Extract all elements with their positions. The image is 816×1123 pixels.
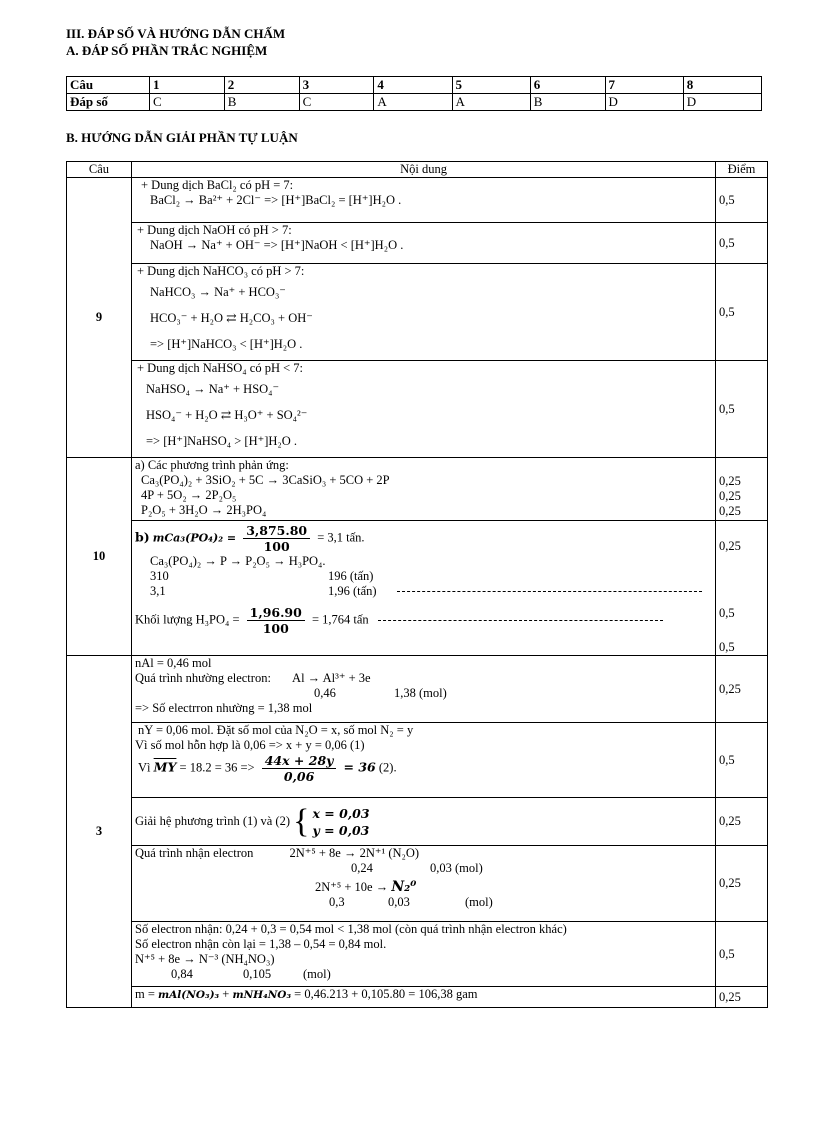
q10-b-chain: Ca₃(PO₄)₂ → P → P₂O₅ → H₃PO₄. [150,554,326,568]
q9-r4-line4: => [H⁺]NaHSO₄ > [H⁺]H₂O . [146,434,298,448]
answer-number: 5 [452,77,530,94]
dash-line [397,591,702,592]
q10-b-mass-symbol: mCa₃(PO₄)₂ = [152,531,237,545]
fraction-numerator: 44x + 28y [262,753,337,769]
answer-number: 4 [374,77,452,94]
answer-value-row [67,94,762,111]
q10-b-c1-left: 310 [150,569,169,583]
q3-r6-result: = 0,46.213 + 0,105.80 = 106,38 gam [294,987,478,1001]
fraction-numerator: 3,875.80 [243,523,310,539]
q9-row-2 [67,223,768,264]
q10-b-result2: = 1,764 tấn [311,612,369,627]
q3-r2-eq: = 18.2 = 36 => [179,760,255,775]
q9-r4-line3: HSO₄⁻ + H₂O ⇄ H₃O⁺ + SO₄²⁻ [146,408,308,422]
question-number-9: 9 [67,178,132,458]
q10-b-c2-left: 3,1 [150,584,166,598]
answer-number-row [67,77,762,94]
q10-b-khoi-luong: Khối lượng H₃PO₄ = [135,612,240,627]
q3-r5-line4a: 0,84 [171,967,193,981]
q3-r4-line2a: 0,24 [351,861,373,875]
q3-r4-n2: N₂⁰ [391,879,417,895]
answer-number: 6 [530,77,605,94]
q3-r2-my: $\overline{MY}$ [153,759,177,775]
q3-r4-line3: 2N⁺⁵ + 10e → [315,880,389,894]
solution-table [66,161,768,1008]
score: 0,25 [719,474,741,488]
score: 0,5 [716,178,768,223]
score: 0,5 [719,640,735,654]
section-heading: III. ĐÁP SỐ VÀ HƯỚNG DẪN CHẤM [66,26,286,41]
q3-r1-line4: => Số electrron nhường = 1,38 mol [135,701,313,715]
q3-r1-line3a: 0,46 [314,686,336,700]
score: 0,25 [716,987,768,1008]
fraction [262,753,337,784]
score: 0,25 [719,539,741,553]
q9-r3-line2: NaHCO₃ → Na⁺ + HCO₃⁻ [150,285,286,299]
q3-r1-line1: nAl = 0,46 mol [135,656,212,670]
q10-b-result1: = 3,1 tấn. [317,530,365,545]
score: 0,25 [716,798,768,846]
q9-r3-line4: => [H⁺]NaHCO₃ < [H⁺]H₂O . [150,337,303,351]
answer-value: C [299,94,374,111]
q3-r5-line4b: 0,105 [243,967,272,981]
score: 0,5 [716,361,768,458]
q3-row-3 [67,798,768,846]
q3-r1-line2a: Quá trình nhường electron: [135,671,271,685]
header-cau: Câu [67,162,132,178]
q3-r4-line2b: 0,03 (mol) [430,861,483,875]
q3-r4-line4c: (mol) [465,895,493,909]
answer-value: A [452,94,530,111]
subsection-heading-b: B. HƯỚNG DẪN GIẢI PHẦN TỰ LUẬN [66,130,298,145]
answer-value: A [374,94,452,111]
q3-r4-line1b: 2N⁺⁵ + 8e → 2N⁺¹ (N₂O) [289,846,420,860]
fraction [247,605,305,636]
fraction-numerator: 1,96.90 [247,605,305,621]
q9-r4-line2: NaHSO₄ → Na⁺ + HSO₄⁻ [146,382,280,396]
q3-r6-m: m = [135,987,155,1001]
q9-r2-line1: + Dung dịch NaOH có pH > 7: [137,223,292,237]
answer-row1-label: Câu [67,77,150,94]
q3-row-6 [67,987,768,1008]
answer-row2-label: Đáp số [67,94,150,111]
equation-system [293,802,370,840]
score: 0,5 [716,264,768,361]
q3-r5-line4c: (mol) [303,967,331,981]
answer-value: B [530,94,605,111]
q10-b-label: b) [135,529,150,545]
q9-row-1 [67,178,768,223]
q3-row-4 [67,846,768,922]
q3-r2-vi: Vì [138,760,151,775]
q10-a-title: a) Các phương trình phản ứng: [135,458,289,472]
answer-number: 2 [224,77,299,94]
q10-b-c2-right: 1,96 (tấn) [328,584,377,598]
score: 0,5 [716,922,768,987]
q3-r4-line4b: 0,03 [388,895,410,909]
header-noi-dung: Nội dung [132,162,716,178]
fraction-denominator: 0,06 [283,769,315,784]
score: 0,25 [719,489,741,503]
brace-icon: { [293,802,310,840]
q10-row-a [67,458,768,521]
answer-table [66,76,762,111]
q9-row-3 [67,264,768,361]
q3-row-1 [67,656,768,723]
answer-number: 7 [605,77,683,94]
answer-number: 8 [683,77,761,94]
q9-r2-line2: NaOH → Na⁺ + OH⁻ => [H⁺]NaOH < [H⁺]H₂O . [150,238,404,252]
q10-row-b [67,521,768,656]
answer-value: D [683,94,761,111]
q9-r3-line3: HCO₃⁻ + H₂O ⇄ H₂CO₃ + OH⁻ [150,311,313,325]
score: 0,5 [716,223,768,264]
score: 0,25 [716,656,768,723]
q3-r4-line1a: Quá trình nhận electron [135,846,254,860]
score: 0,25 [716,846,768,922]
q3-r6-m1: mAl(NO₃)₃ [158,989,220,1001]
solution-header-row [67,162,768,178]
q3-r5-line3: N⁺⁵ + 8e → N⁻³ (NH₄NO₃) [135,952,275,966]
q3-r5-line1: Số electron nhận: 0,24 + 0,3 = 0,54 mol < 1,38 mol (còn quá trình nhận electron khác) [135,922,567,936]
dash-line [378,620,663,621]
score: 0,5 [719,606,735,620]
q3-row-2 [67,723,768,798]
q3-r4-line4a: 0,3 [329,895,345,909]
q9-row-4 [67,361,768,458]
q10-a-eq1: Ca₃(PO₄)₂ + 3SiO₂ + 5C → 3CaSiO₃ + 5CO + 2P [141,473,390,487]
q3-r6-plus: + [222,987,230,1001]
system-eq2: y = 0,03 [312,822,370,838]
question-number-10: 10 [67,458,132,656]
q9-r1-line1: + Dung dịch BaCl₂ có pH = 7: [141,178,294,192]
q9-r3-line1: + Dung dịch NaHCO₃ có pH > 7: [137,264,305,278]
q3-r5-line2: Số electron nhận còn lại = 1,38 – 0,54 = 0,84 mol. [135,937,387,951]
answer-value: C [150,94,225,111]
score: 0,25 [719,504,741,518]
answer-value: B [224,94,299,111]
system-eq1: x = 0,03 [312,805,370,821]
q3-r6-m2: mNH₄NO₃ [232,989,292,1001]
q3-r3-line1: Giải hệ phương trình (1) và (2) [135,813,291,828]
q3-row-5 [67,922,768,987]
score: 0,5 [716,723,768,798]
answer-value: D [605,94,683,111]
question-number-3: 3 [67,656,132,1008]
q10-b-c1-right: 196 (tấn) [328,569,374,583]
q10-a-eq3: P₂O₅ + 3H₂O → 2H₃PO₄ [141,503,267,517]
q3-r1-line3b: 1,38 (mol) [394,686,447,700]
q3-r2-label2: (2). [378,760,397,775]
q10-a-eq2: 4P + 5O₂ → 2P₂O₅ [141,488,237,502]
q9-r4-line1: + Dung dịch NaHSO₄ có pH < 7: [137,361,304,375]
subsection-heading-a: A. ĐÁP SỐ PHẦN TRẮC NGHIỆM [66,43,268,58]
fraction-denominator: 100 [262,621,289,636]
header-diem: Điểm [716,162,768,178]
q9-r1-line2: BaCl₂ → Ba²⁺ + 2Cl⁻ => [H⁺]BaCl₂ = [H⁺]H₂O . [150,193,402,207]
q3-r2-line2: Vì số mol hỗn hợp là 0,06 => x + y = 0,06 (1) [135,738,365,752]
q3-r2-line1: nY = 0,06 mol. Đặt số mol của N₂O = x, số mol N₂ = y [138,723,414,737]
answer-number: 1 [150,77,225,94]
fraction-denominator: 100 [263,539,290,554]
q3-r1-line2b: Al → Al³⁺ + 3e [292,671,371,685]
fraction [243,523,310,554]
q3-r2-eq36: = 36 [343,759,376,775]
answer-number: 3 [299,77,374,94]
